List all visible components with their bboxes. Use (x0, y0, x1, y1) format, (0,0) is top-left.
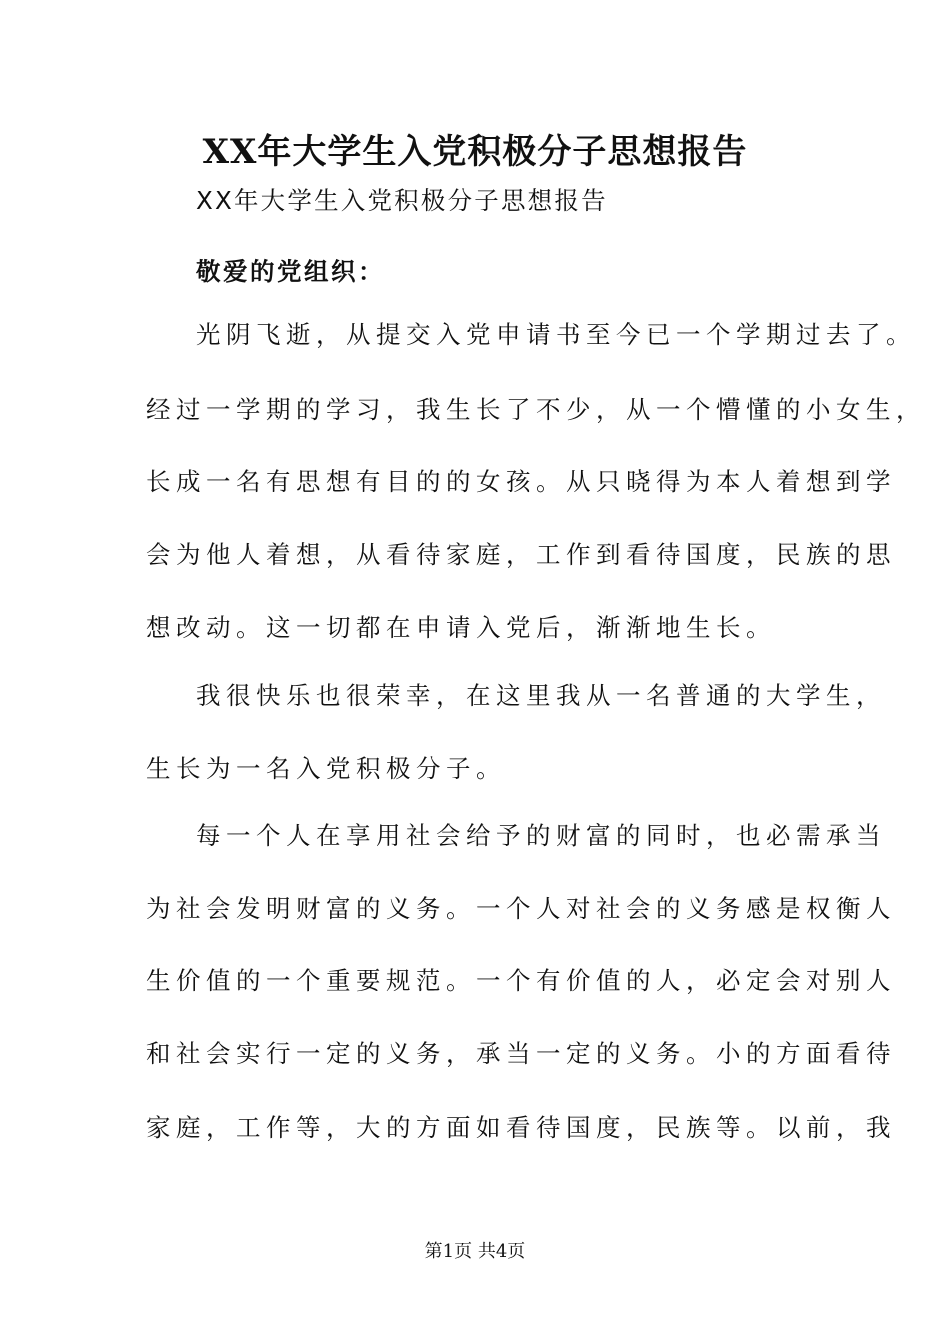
body-line: 会为他人着想，从看待家庭，工作到看待国度，民族的思 (146, 540, 896, 569)
salutation: 敬爱的党组织： (196, 257, 385, 286)
page-number-footer: 第1页 共4页 (424, 1241, 526, 1262)
body-line: 长成一名有思想有目的的女孩。从只晓得为本人着想到学 (146, 467, 896, 496)
body-line: 光阴飞逝，从提交入党申请书至今已一个学期过去了。 (196, 320, 916, 349)
body-line: 和社会实行一定的义务，承当一定的义务。小的方面看待 (146, 1039, 896, 1068)
body-line: 生长为一名入党积极分子。 (146, 754, 506, 783)
body-line: 生价值的一个重要规范。一个有价值的人，必定会对别人 (146, 966, 896, 995)
document-title: XX年大学生入党积极分子思想报告 (202, 132, 748, 172)
body-line: 家庭，工作等，大的方面如看待国度，民族等。以前，我 (146, 1113, 896, 1142)
body-line: 我很快乐也很荣幸，在这里我从一名普通的大学生， (196, 681, 886, 710)
body-line: 为社会发明财富的义务。一个人对社会的义务感是权衡人 (146, 894, 896, 923)
document-subtitle: XX年大学生入党积极分子思想报告 (196, 186, 608, 215)
body-line: 每一个人在享用社会给予的财富的同时，也必需承当 (196, 821, 886, 850)
body-line: 经过一学期的学习，我生长了不少，从一个懵懂的小女生， (146, 395, 926, 424)
body-line: 想改动。这一切都在申请入党后，渐渐地生长。 (146, 613, 776, 642)
